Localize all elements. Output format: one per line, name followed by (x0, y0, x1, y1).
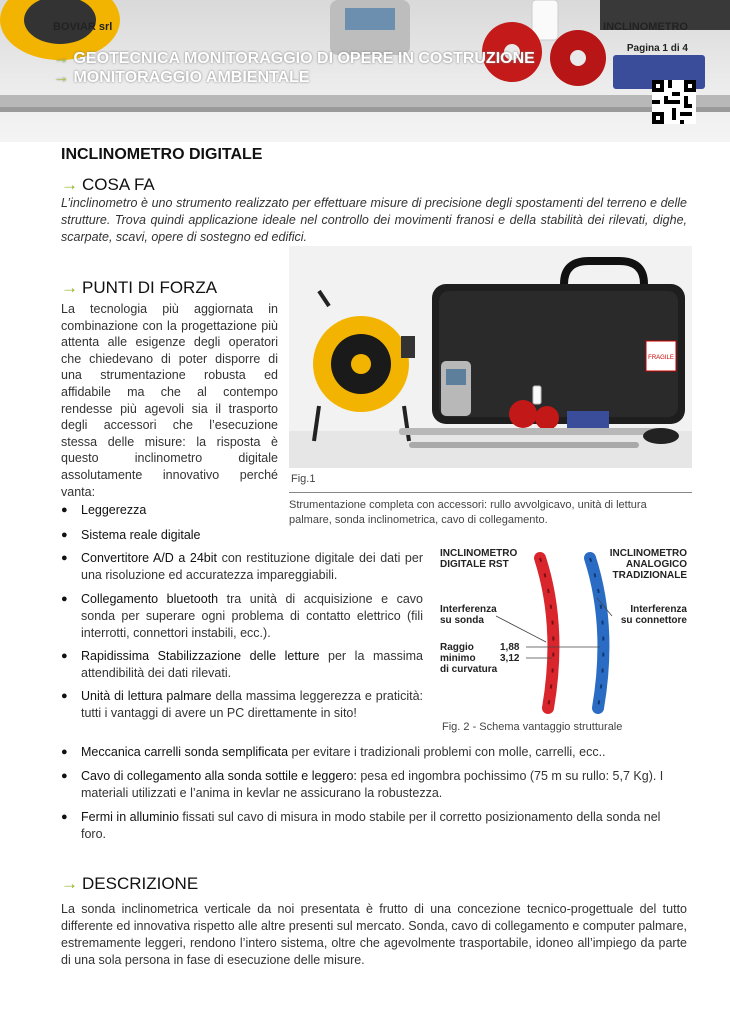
bullet-icon: ● (61, 529, 68, 541)
figure1-rule (289, 492, 692, 493)
page-number: Pagina 1 di 4 (626, 43, 688, 54)
section-descrizione (61, 874, 198, 894)
page-title: INCLINOMETRO DIGITALE (61, 146, 263, 163)
document-code: INCLINOMETRO (603, 21, 688, 33)
bullet-text: tra unità di acquisizione e cavo sonda per superare ogni problema di contatto elettrico (fili interrotti, connettori instabili, ecc.). (81, 592, 423, 640)
bullet-text: per evitare i tradizionali problemi con molle, carrelli, ecc.. (288, 745, 606, 759)
qr-code (652, 80, 696, 124)
arrow-icon: → (61, 175, 78, 194)
arrow-icon: → (53, 50, 69, 67)
fragile-label: FRAGILE (648, 355, 674, 361)
figure1-caption: Strumentazione completa con accessori: rullo avvolgicavo, unità di lettura palmare, sonda inclinometrica, cavo di collegamento. (289, 499, 647, 526)
bullet-icon: ● (61, 770, 68, 782)
fig2-right-title-2: ANALOGICO (625, 559, 687, 570)
bullet-title: Collegamento bluetooth (81, 592, 219, 606)
fig2-right-note-1: Interferenza (630, 604, 687, 615)
fig2-value-1: 1,88 (500, 642, 520, 653)
bullet-icon: ● (61, 746, 68, 758)
bullet-icon: ● (61, 690, 68, 702)
bullet-title: Unità di lettura palmare (81, 689, 212, 703)
bullet-title: Meccanica carrelli sonda semplificata (81, 745, 289, 759)
bullet-title: Convertitore A/D a 24bit (81, 551, 217, 565)
arrow-icon: → (53, 69, 69, 86)
bullet-text: per la massima attendibilità dei dati rilevati. (81, 649, 423, 680)
bullet-icon: ● (61, 552, 68, 564)
fig2-raggio: Raggio (440, 642, 474, 653)
bullet-text: pesa ed ingombra pochissimo (75 m su rullo: 5,7 Kg). I materiali utilizzati e l’anima in kevlar ne assicurano la robustezza. (81, 769, 664, 800)
bullet-title: Fermi in alluminio (81, 810, 179, 824)
equipment-photo (289, 246, 692, 468)
fig2-value-2: 3,12 (500, 653, 520, 664)
bullet-icon: ● (61, 593, 68, 605)
header-banner (0, 0, 730, 142)
category-line-2 (53, 69, 310, 87)
fig2-left-note-1: Interferenza (440, 604, 497, 615)
section-punti-di-forza (61, 278, 217, 298)
category-line-1 (53, 50, 535, 68)
bullet-icon: ● (61, 650, 68, 662)
arrow-icon: → (61, 278, 78, 297)
bullet-title: Cavo di collegamento alla sonda sottile e leggero: (81, 769, 357, 783)
bullet-text: della massima leggerezza e praticità: tutti i vantaggi di avere un PC direttamente in sito! (81, 689, 424, 720)
fig2-curvatura: di curvatura (440, 664, 498, 675)
figure2-caption: Fig. 2 - Schema vantaggio strutturale (442, 721, 623, 733)
left-note-leader (496, 616, 546, 642)
arrow-icon: → (61, 874, 78, 893)
fig2-left-title-2: DIGITALE RST (440, 559, 509, 570)
bullet-title: Leggerezza (81, 503, 147, 517)
bullet-title: Rapidissima Stabilizzazione delle letture (81, 649, 320, 663)
bullet-text: fissati sul cavo di misura in modo stabile per il corretto posizionamento della sonda nel foro. (81, 810, 661, 841)
fig2-right-note-2: su connettore (620, 615, 687, 626)
fig2-left-title-1: INCLINOMETRO (440, 548, 518, 559)
section-descrizione-title: DESCRIZIONE (82, 874, 199, 893)
descrizione-text: La sonda inclinometrica verticale da noi presentata è frutto di una concezione tecnico-progettuale del tutto differente ed innovativa rispetto alle altre presenti sul mercato. Sonda, cavo di collegamento e computer palmare, estremamente leggeri, rendono l’intero sistema, oltre che agevolmente trasportabile, idoneo all’impiego da parte di una sola persona in fase di esecuzione delle misure. (61, 902, 687, 967)
category-text-2: MONITORAGGIO AMBIENTALE (73, 69, 310, 86)
figure2-diagram (440, 546, 690, 736)
fig2-left-note-2: su sonda (440, 615, 484, 626)
cosa-fa-text: L’inclinometro è uno strumento realizzato per effettuare misure di precisione degli spostamenti del terreno e delle strutture. Trova quindi applicazione ideale nel controllo dei movimenti franosi e della stabilità dei rilevati, dighe, scarpate, scavi, opere di sostegno ed edifici. (61, 196, 687, 244)
bullet-text: con restituzione digitale dei dati per una risoluzione ed accuratezza impareggiabili. (81, 551, 423, 582)
company-name: BOVIAR srl (53, 21, 113, 33)
fig2-right-title-1: INCLINOMETRO (609, 548, 687, 559)
fig2-right-title-3: TRADIZIONALE (612, 570, 687, 581)
figure1-label: Fig.1 (291, 473, 316, 485)
bullet-icon: ● (61, 811, 68, 823)
section-cosa-fa-title: COSA FA (82, 175, 155, 194)
bullet-icon: ● (61, 504, 68, 516)
section-cosa-fa (61, 175, 155, 195)
punti-intro: La tecnologia più aggiornata in combinazione con la progettazione più attenta alle esigenze degli operatori che chiedevano di poter disporre di una strumentazione robusta ed affidabile ma che al contempo rendesse più agevoli sia il trasporto degli accessori che l’esecuzione stessa delle misure: la risposta è questo inclinometro digitale assolutamente innovativo perché vanta: (61, 302, 278, 499)
section-punti-title: PUNTI DI FORZA (82, 278, 218, 297)
bullet-title: Sistema reale digitale (81, 528, 201, 542)
fig2-minimo: minimo (440, 653, 476, 664)
category-text-1: GEOTECNICA MONITORAGGIO DI OPERE IN COSTRUZIONE (73, 50, 535, 67)
